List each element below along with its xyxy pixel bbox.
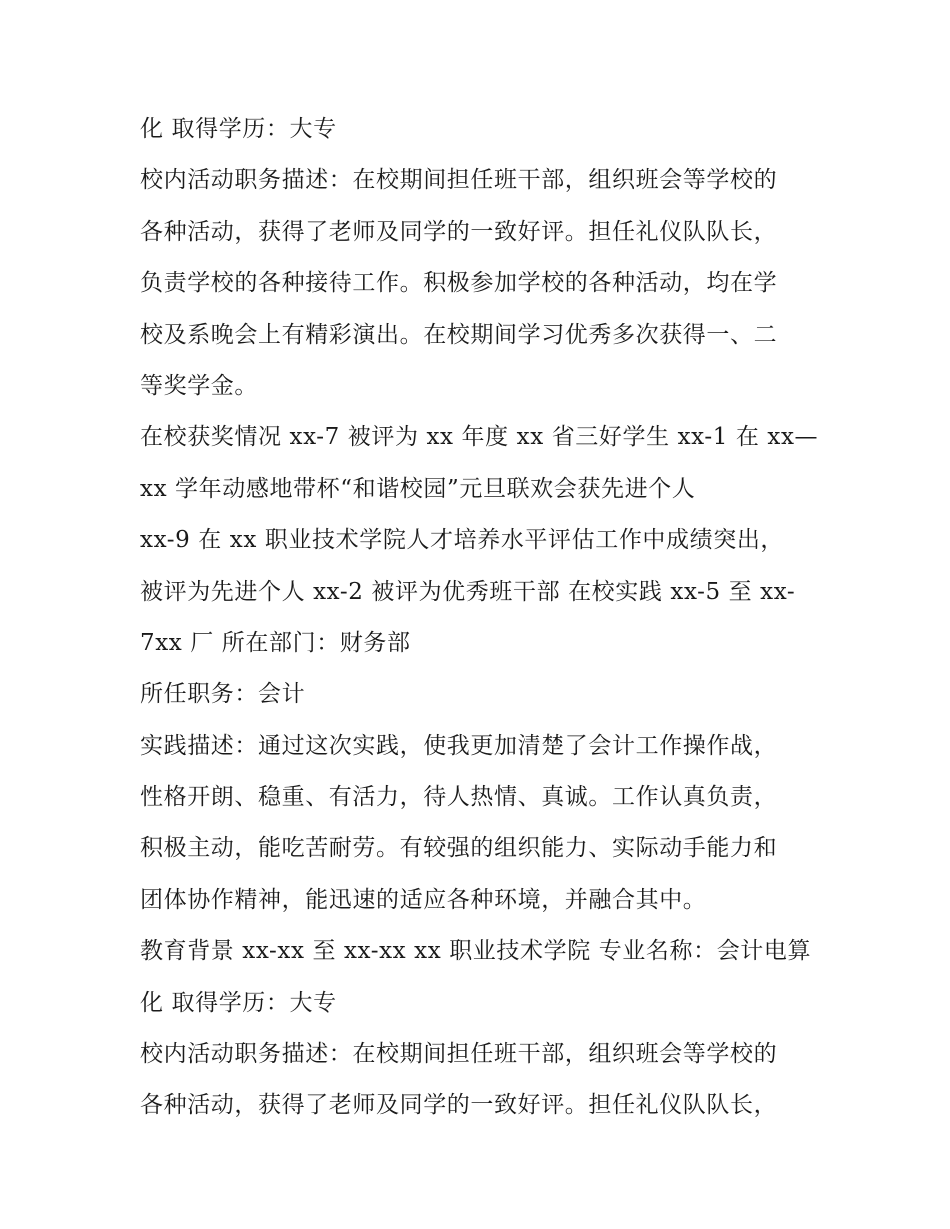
text-line: 教育背景 xx-xx 至 xx-xx xx 职业技术学院 专业名称：会计电算	[140, 938, 812, 965]
text-line: 所任职务：会计	[140, 681, 306, 708]
text-line: xx-9 在 xx 职业技术学院人才培养水平评估工作中成绩突出，	[140, 527, 785, 554]
text-line: 各种活动，获得了老师及同学的一致好评。担任礼仪队队长，	[140, 218, 778, 245]
text-line: 各种活动，获得了老师及同学的一致好评。担任礼仪队队长，	[140, 1092, 778, 1119]
text-line: 被评为先进个人 xx-2 被评为优秀班干部 在校实践 xx-5 至 xx-	[140, 578, 796, 605]
text-line: 在校获奖情况 xx-7 被评为 xx 年度 xx 省三好学生 xx-1 在 xx—	[140, 424, 819, 451]
text-line: 性格开朗、稳重、有活力，待人热情、真诚。工作认真负责，	[140, 784, 778, 811]
text-line: 积极主动，能吃苦耐劳。有较强的组织能力、实际动手能力和	[140, 835, 778, 862]
text-line: 校内活动职务描述：在校期间担任班干部，组织班会等学校的	[140, 167, 778, 194]
text-line: 负责学校的各种接待工作。积极参加学校的各种活动，均在学	[140, 270, 778, 297]
text-line: 化 取得学历：大专	[140, 989, 337, 1016]
text-line: 实践描述：通过这次实践，使我更加清楚了会计工作操作战，	[140, 732, 778, 759]
text-line: 7xx 厂 所在部门：财务部	[140, 629, 411, 656]
text-line: 化 取得学历：大专	[140, 116, 337, 142]
text-line: 校及系晚会上有精彩演出。在校期间学习优秀多次获得一、二	[140, 321, 778, 348]
text-line: xx 学年动感地带杯“和谐校园”元旦联欢会获先进个人	[140, 475, 696, 502]
text-line: 团体协作精神，能迅速的适应各种环境，并融合其中。	[140, 886, 707, 913]
text-line: 校内活动职务描述：在校期间担任班干部，组织班会等学校的	[140, 1041, 778, 1068]
text-line: 等奖学金。	[140, 372, 258, 399]
document-body	[140, 110, 820, 1138]
